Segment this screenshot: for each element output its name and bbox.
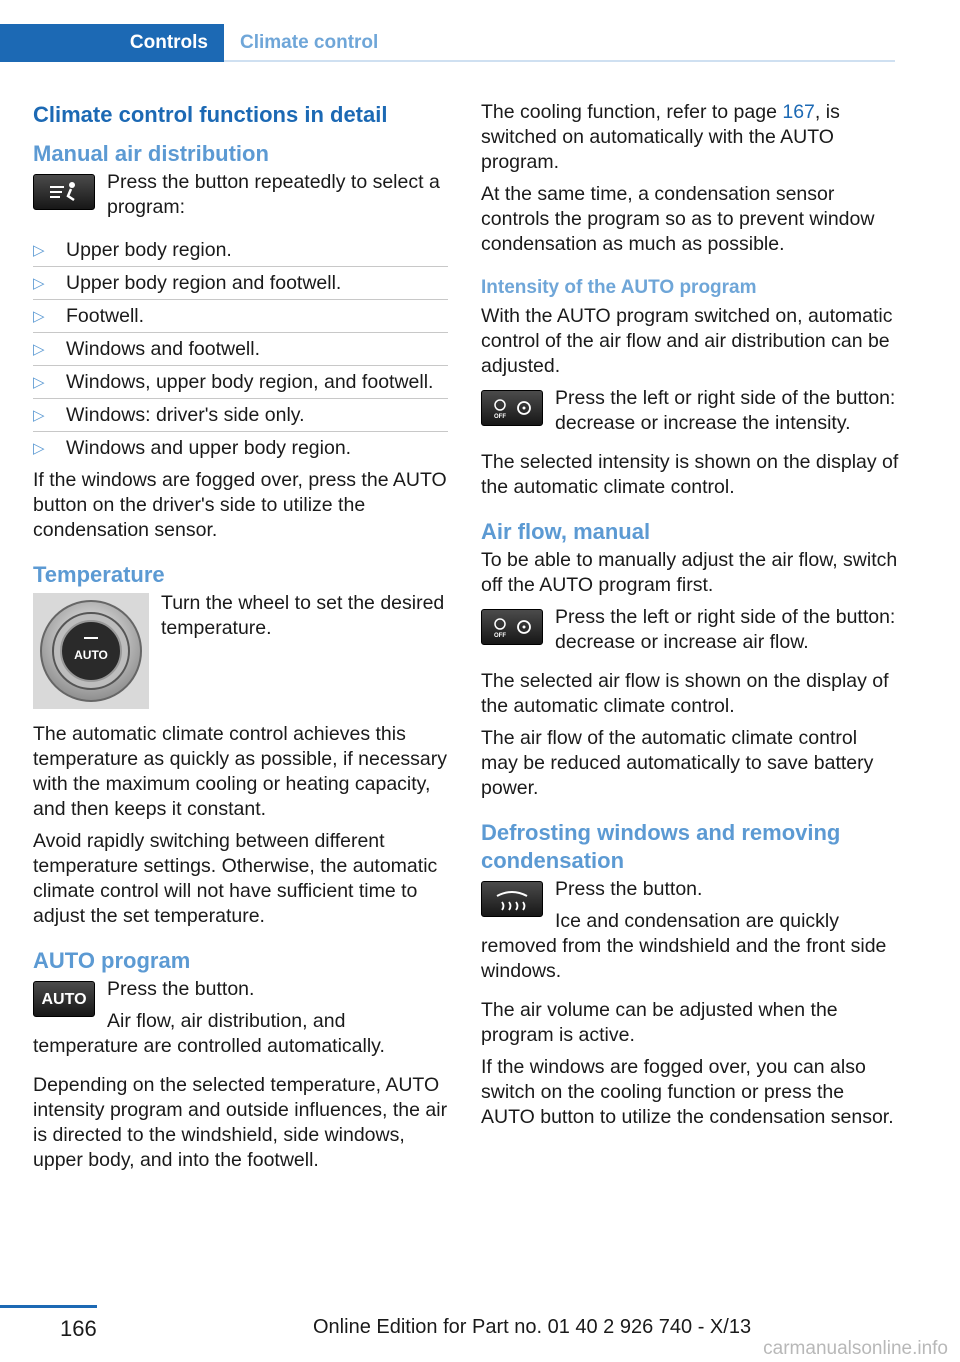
right-column: [481, 100, 899, 1137]
list-item: ▷ Upper body region.: [33, 234, 448, 267]
triangle-bullet-icon: ▷: [33, 275, 45, 292]
auto-p2: Depending on the selected temperature, AUTO intensity program and outside influences, the air is directed to the windshield, side windows, upper body, and into the footwell.: [33, 1074, 448, 1171]
air-distribution-icon: [44, 180, 84, 204]
list-item: ▷ Windows and footwell.: [33, 333, 448, 366]
airflow-p3: The air flow of the automatic climate control may be reduced automatically to save battery power.: [481, 727, 874, 799]
svg-text:OFF: OFF: [494, 633, 506, 639]
section-tab[interactable]: Climate control: [240, 32, 379, 53]
manual-distribution-block: [33, 170, 448, 227]
intensity-button-text: Press the left or right side of the button: decrease or increase the intensity.: [555, 387, 896, 434]
page-link[interactable]: 167: [782, 101, 815, 123]
triangle-bullet-icon: ▷: [33, 308, 45, 325]
fan-button-image: [481, 390, 543, 426]
defrost-p1: Ice and condensation are quickly removed from the windshield and the front side windows.: [481, 910, 887, 982]
auto-button-image: AUTO: [33, 981, 95, 1017]
manual-intro: Press the button repeatedly to select a program:: [107, 171, 440, 218]
list-item: ▷ Upper body region and footwell.: [33, 267, 448, 300]
defrost-p2: The air volume can be adjusted when the program is active.: [481, 999, 838, 1046]
airflow-button-text: Press the left or right side of the button: decrease or increase air flow.: [555, 606, 896, 653]
auto-intro: Press the button.: [107, 978, 255, 1000]
heading-intensity: Intensity of the AUTO program: [481, 277, 757, 298]
airflow-p1: To be able to manually adjust the air flow, switch off the AUTO program first.: [481, 549, 898, 596]
heading-air-flow: Air flow, manual: [481, 519, 651, 544]
svg-text:OFF: OFF: [494, 414, 506, 420]
fan-off-icon: [488, 615, 536, 639]
temperature-wheel-image: [33, 593, 149, 709]
intensity-block: [481, 386, 899, 443]
program-list: [33, 234, 448, 464]
heading-defrost: Defrosting windows and removing condensation: [481, 820, 841, 873]
temperature-wheel-icon: [36, 596, 146, 706]
cooling-paragraph: The cooling function, refer to page 167, is switched on automatically with the AUTO program.: [481, 101, 840, 173]
air-distribution-button-image: [33, 174, 95, 210]
footer-rule: [0, 1305, 97, 1308]
defrost-intro: Press the button.: [555, 878, 703, 900]
list-item: ▷ Windows, upper body region, and footwell.: [33, 366, 448, 399]
sensor-paragraph: At the same time, a condensation sensor controls the program so as to prevent window condensation as much as possible.: [481, 183, 875, 255]
chapter-tab[interactable]: Controls: [0, 24, 224, 62]
list-item: ▷ Footwell.: [33, 300, 448, 333]
temperature-block: [33, 591, 448, 715]
triangle-bullet-icon: ▷: [33, 407, 45, 424]
svg-text:AUTO: AUTO: [74, 648, 108, 662]
triangle-bullet-icon: ▷: [33, 374, 45, 391]
manual-note: If the windows are fogged over, press the AUTO button on the driver's side to utilize the condensation sensor.: [33, 469, 447, 541]
auto-p1: Air flow, air distribution, and temperature are controlled automatically.: [33, 1010, 385, 1057]
heading-auto-program: AUTO program: [33, 948, 191, 973]
triangle-bullet-icon: ▷: [33, 341, 45, 358]
list-item: ▷ Windows: driver's side only.: [33, 399, 448, 432]
temperature-p1: The automatic climate control achieves this temperature as quickly as possible, if necessary with the maximum cooling or heating capacity, and then keeps it constant.: [33, 723, 448, 820]
page-title: Climate control functions in detail: [33, 102, 388, 127]
windshield-defrost-icon: [492, 886, 532, 912]
watermark: carmanualsonline.info: [763, 1338, 948, 1359]
left-column: [33, 100, 448, 1180]
temperature-intro: Turn the wheel to set the desired temperature.: [161, 592, 445, 639]
airflow-p2: The selected air flow is shown on the display of the automatic climate control.: [481, 670, 889, 717]
fan-off-icon: [488, 396, 536, 420]
intensity-p2: The selected intensity is shown on the display of the automatic climate control.: [481, 451, 899, 498]
defrost-block: [481, 877, 899, 991]
page-header: [0, 24, 895, 62]
defrost-p3: If the windows are fogged over, you can also switch on the cooling function or press the AUTO button to utilize the condensation sensor.: [481, 1056, 894, 1128]
triangle-bullet-icon: ▷: [33, 242, 45, 259]
page-number: 166: [60, 1316, 97, 1341]
fan-button-image: [481, 609, 543, 645]
header-rule: [224, 60, 895, 62]
triangle-bullet-icon: ▷: [33, 440, 45, 457]
intensity-p1: With the AUTO program switched on, automatic control of the air flow and air distribution can be adjusted.: [481, 305, 893, 377]
airflow-block: [481, 605, 899, 662]
list-item: ▷ Windows and upper body region.: [33, 437, 352, 459]
defrost-button-image: [481, 881, 543, 917]
edition-text: Online Edition for Part no. 01 40 2 926 740 - X/13: [313, 1316, 752, 1338]
temperature-p2: Avoid rapidly switching between different temperature settings. Otherwise, the automatic climate control will not have sufficient time to adjust the set temperature.: [33, 830, 438, 927]
heading-manual-air-distribution: Manual air distribution: [33, 141, 269, 166]
heading-temperature: Temperature: [33, 562, 165, 587]
auto-block: [33, 977, 448, 1066]
